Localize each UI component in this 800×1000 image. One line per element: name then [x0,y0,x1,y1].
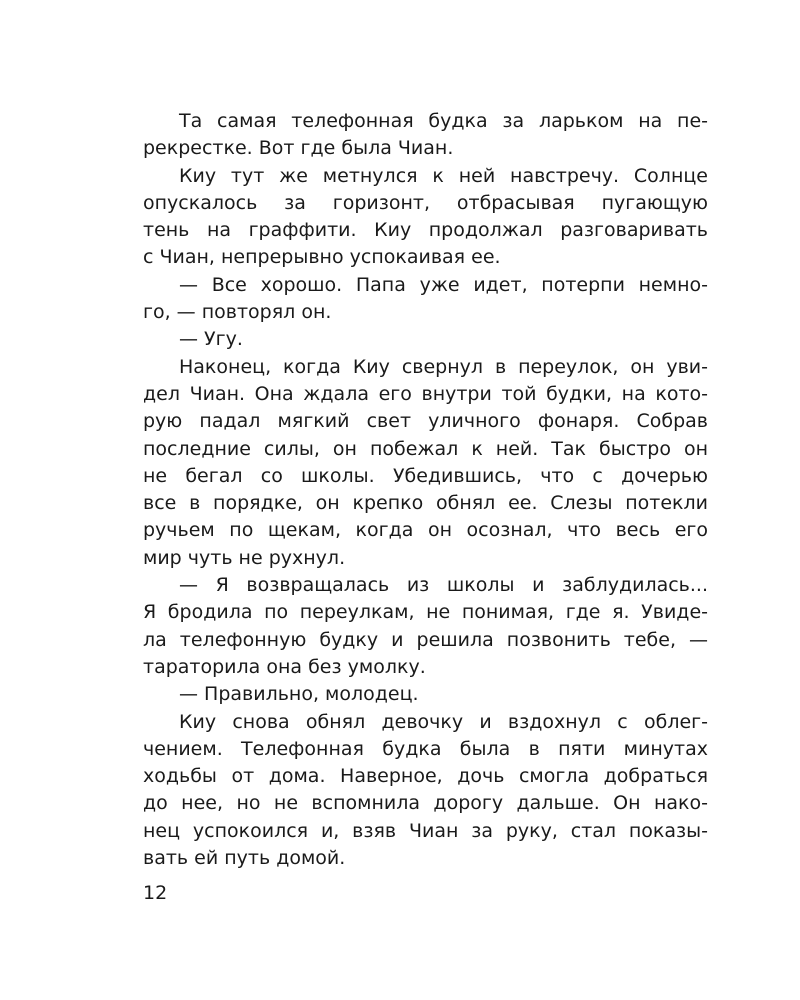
text-line: мир чуть не рухнул. [143,546,346,569]
text-line: Я бродила по переулкам, не понимая, где я. Увиде- [143,601,708,624]
text-line: с Чиан, непрерывно успокаивая ее. [143,246,501,269]
text-line: нец успокоился и, взяв Чиан за руку, стал показы- [143,819,708,842]
text-line: до нее, но не вспомнила дорогу дальше. Он нако- [143,792,708,815]
text-line: тень на граффити. Киу продолжал разговаривать [143,219,708,242]
text-line: Киу снова обнял девочку и вздохнул с облег- [179,710,708,733]
text-line: — Правильно, молодец. [179,683,419,706]
text-line: не бегал со школы. Убедившись, что с дочерью [143,464,708,487]
page-number: 12 [143,882,168,904]
text-line: последние силы, он побежал к ней. Так быстро он [143,437,708,460]
text-line: рую падал мягкий свет уличного фонаря. Собрав [143,410,708,433]
text-line: ла телефонную будку и решила позвонить тебе, — [143,628,708,651]
text-line: — Все хорошо. Папа уже идет, потерпи немно- [179,273,708,296]
text-line: Киу тут же метнулся к ней навстречу. Солнце [179,164,708,187]
text-line: опускалось за горизонт, отбрасывая пугающую [143,191,708,214]
text-line: ручьем по щекам, когда он осознал, что весь его [143,519,708,542]
text-line: — Угу. [179,328,243,351]
text-line: вать ей путь домой. [143,847,346,870]
text-line: чением. Телефонная будка была в пяти минутах [143,737,708,760]
text-line: Наконец, когда Киу свернул в переулок, он уви- [179,355,708,378]
text-line: го, — повторял он. [143,301,332,324]
text-line: тараторила она без умолку. [143,655,426,678]
text-line: Та самая телефонная будка за ларьком на пе- [179,110,708,132]
text-line: дел Чиан. Она ждала его внутри той будки, на кото- [143,382,708,405]
text-line: рекрестке. Вот где была Чиан. [143,137,454,160]
text-line: ходьбы от дома. Наверное, дочь смогла добраться [143,765,708,788]
body-text [143,108,708,872]
text-line: — Я возвращалась из школы и заблудилась... [179,574,708,597]
text-line: все в порядке, он крепко обнял ее. Слезы потекли [143,492,708,515]
